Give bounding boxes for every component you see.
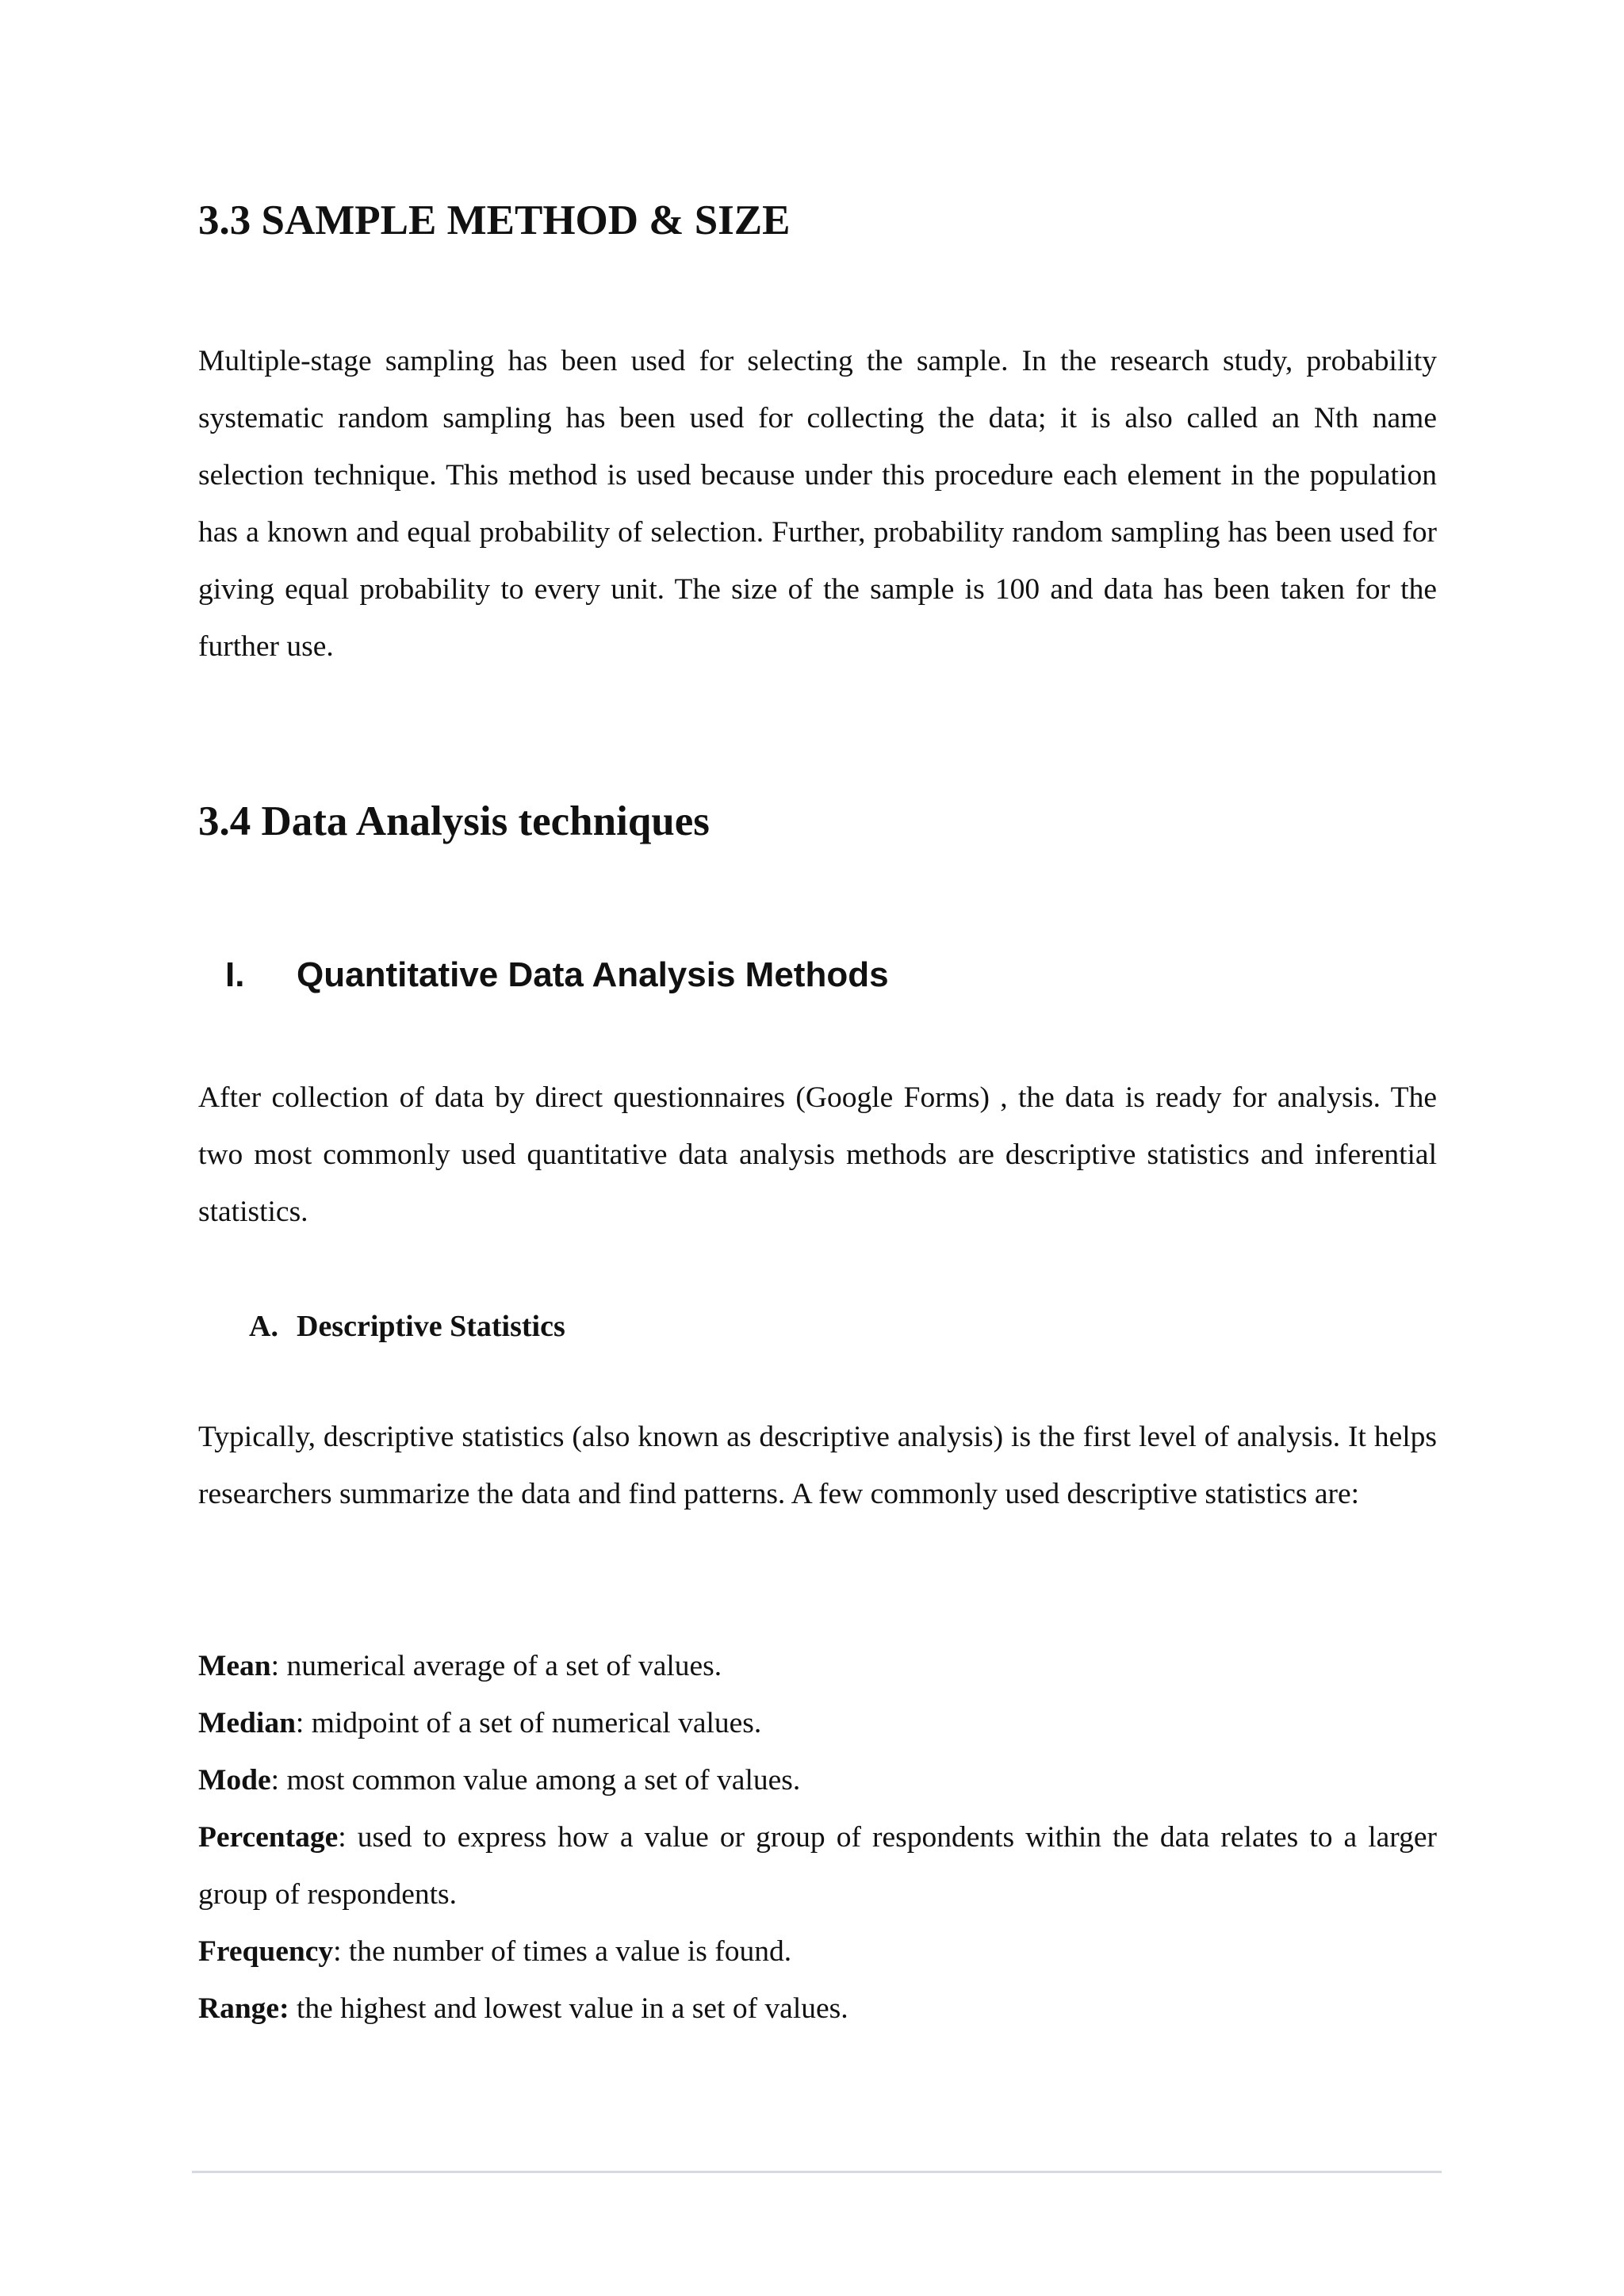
definition-term: Frequency xyxy=(198,1935,334,1968)
definition-text: : used to express how a value or group of respondents within the data relates to a larger group of respondents. xyxy=(198,1821,1437,1911)
subsection-title: Descriptive Statistics xyxy=(297,1310,565,1343)
definition-frequency xyxy=(198,1923,1437,1980)
descriptive-paragraph: Typically, descriptive statistics (also known as descriptive analysis) is the first level of analysis. It helps researchers summarize the data and find patterns. A few commonly used descriptive statistics are: xyxy=(198,1421,1437,1510)
definition-percentage xyxy=(198,1809,1437,1923)
definition-mode xyxy=(198,1752,1437,1809)
footer-divider xyxy=(192,2171,1442,2173)
subsection-number: I. xyxy=(225,955,245,994)
definition-mean xyxy=(198,1638,1437,1695)
quantitative-paragraph: After collection of data by direct questionnaires (Google Forms) , the data is ready for analysis. The two most commonly used quantitative data analysis methods are descriptive statistics and inferential statistics. xyxy=(198,1081,1437,1228)
subsection-title: Quantitative Data Analysis Methods xyxy=(297,955,889,994)
definition-median xyxy=(198,1695,1437,1752)
definition-term: Range: xyxy=(198,1992,289,2025)
subsection-descriptive-heading xyxy=(249,1307,565,1346)
definition-range xyxy=(198,1980,1437,2038)
section-3-3-paragraph: Multiple-stage sampling has been used for selecting the sample. In the research study, probability systematic random sampling has been used for collecting the data; it is also called an Nth name selection technique. This method is used because under this procedure each element in the population has a known and equal probability of selection. Further, probability random sampling has been used for giving equal probability to every unit. The size of the sample is 100 and data has been taken for the further use. xyxy=(198,345,1437,663)
definition-text: : most common value among a set of values. xyxy=(270,1764,801,1797)
document-page xyxy=(198,0,1437,2296)
definition-text: : midpoint of a set of numerical values. xyxy=(295,1707,762,1739)
section-3-3-heading: 3.3 SAMPLE METHOD & SIZE xyxy=(198,197,791,243)
subsection-quantitative-heading xyxy=(225,953,889,997)
definition-text: : the number of times a value is found. xyxy=(333,1935,792,1968)
definition-text: : numerical average of a set of values. xyxy=(270,1650,722,1682)
definition-term: Mode xyxy=(198,1764,271,1797)
definition-term: Mean xyxy=(198,1650,271,1682)
definition-text: the highest and lowest value in a set of values. xyxy=(289,1992,848,2025)
subsection-letter: A. xyxy=(249,1310,278,1343)
statistics-definition-list xyxy=(198,1638,1437,2038)
definition-term: Median xyxy=(198,1707,296,1739)
section-3-4-heading: 3.4 Data Analysis techniques xyxy=(198,798,710,844)
definition-term: Percentage xyxy=(198,1821,339,1854)
